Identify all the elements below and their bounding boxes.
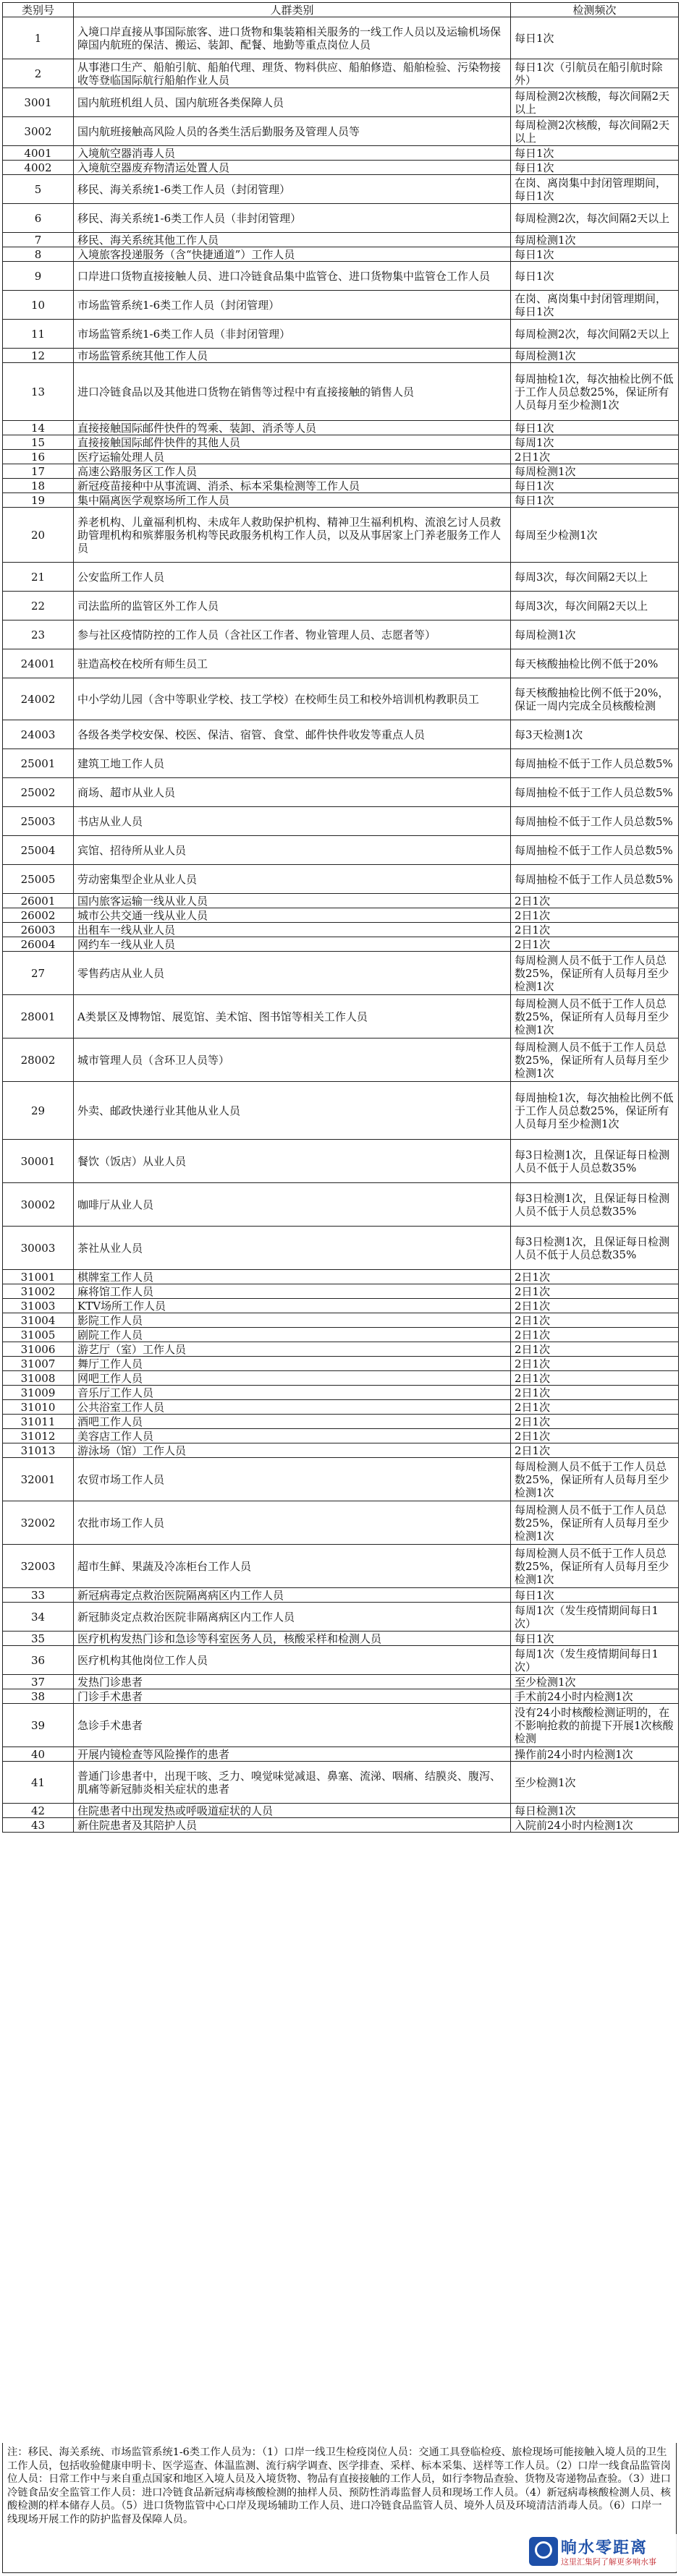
table-row bbox=[3, 1038, 679, 1082]
row-population-group: 市场监管系统1-6类工作人员（封闭管理） bbox=[74, 291, 511, 320]
row-population-group: 急诊手术患者 bbox=[74, 1704, 511, 1747]
header-test-frequency: 检测频次 bbox=[511, 3, 679, 17]
row-test-frequency: 每周检测2次，每次间隔2天以上 bbox=[511, 320, 679, 349]
row-category-code: 24001 bbox=[3, 649, 74, 678]
row-population-group: 国内航班接触高风险人员的各类生活后勤服务及管理人员等 bbox=[74, 117, 511, 146]
table-row bbox=[3, 508, 679, 563]
row-category-code: 6 bbox=[3, 204, 74, 233]
row-population-group: 养老机构、儿童福利机构、未成年人救助保护机构、精神卫生福利机构、流浪乞讨人员救助管理机构和殡葬服务机构等民政服务机构工作人员，以及从事居家上门养老服务工作人员 bbox=[74, 508, 511, 563]
row-population-group: 开展内镜检查等风险操作的患者 bbox=[74, 1747, 511, 1762]
row-test-frequency: 入院前24小时内检测1次 bbox=[511, 1818, 679, 1833]
table-row bbox=[3, 1357, 679, 1371]
table-row bbox=[3, 620, 679, 649]
row-category-code: 9 bbox=[3, 262, 74, 291]
detection-frequency-table bbox=[2, 2, 679, 1833]
row-population-group: 公共浴室工作人员 bbox=[74, 1400, 511, 1415]
row-population-group: 门诊手术患者 bbox=[74, 1689, 511, 1704]
row-test-frequency: 每周检测人员不低于工作人员总数25%，保证所有人员每月至少检测1次 bbox=[511, 1038, 679, 1082]
row-category-code: 4001 bbox=[3, 146, 74, 161]
row-population-group: 音乐厅工作人员 bbox=[74, 1386, 511, 1400]
row-test-frequency: 每周1次（发生疫情期间每日1次） bbox=[511, 1646, 679, 1675]
row-population-group: 发热门诊患者 bbox=[74, 1675, 511, 1689]
row-population-group: 茶社从业人员 bbox=[74, 1227, 511, 1270]
table-row bbox=[3, 161, 679, 175]
row-category-code: 28002 bbox=[3, 1038, 74, 1082]
table-row bbox=[3, 1183, 679, 1227]
row-test-frequency: 每周检测人员不低于工作人员总数25%，保证所有人员每月至少检测1次 bbox=[511, 1501, 679, 1545]
table-row bbox=[3, 749, 679, 778]
row-category-code: 25004 bbox=[3, 836, 74, 865]
row-test-frequency: 每日1次 bbox=[511, 1588, 679, 1603]
row-test-frequency: 每日1次 bbox=[511, 161, 679, 175]
row-population-group: 直接接触国际邮件快件的其他人员 bbox=[74, 435, 511, 450]
row-category-code: 29 bbox=[3, 1082, 74, 1140]
row-test-frequency: 每周检测1次 bbox=[511, 464, 679, 479]
table-row bbox=[3, 1762, 679, 1804]
row-test-frequency: 每3日检测1次，且保证每日检测人员不低于人员总数35% bbox=[511, 1227, 679, 1270]
table-row bbox=[3, 1140, 679, 1183]
row-category-code: 31008 bbox=[3, 1371, 74, 1386]
row-test-frequency: 每日1次 bbox=[511, 262, 679, 291]
table-row bbox=[3, 1299, 679, 1313]
row-population-group: 口岸进口货物直接接触人员、进口冷链食品集中监管仓、进口货物集中监管仓工作人员 bbox=[74, 262, 511, 291]
row-test-frequency: 每周1次 bbox=[511, 435, 679, 450]
watermark-tagline: 这里汇集阿了解更多响水事 bbox=[561, 2557, 656, 2567]
row-category-code: 3002 bbox=[3, 117, 74, 146]
table-row bbox=[3, 1818, 679, 1833]
table-row bbox=[3, 450, 679, 464]
row-category-code: 36 bbox=[3, 1646, 74, 1675]
row-test-frequency: 每周1次（发生疫情期间每日1次） bbox=[511, 1603, 679, 1632]
table-row bbox=[3, 247, 679, 262]
row-test-frequency: 每日1次 bbox=[511, 421, 679, 435]
row-test-frequency: 每周抽检不低于工作人员总数5% bbox=[511, 778, 679, 807]
row-population-group: 移民、海关系统其他工作人员 bbox=[74, 233, 511, 247]
row-test-frequency: 手术前24小时内检测1次 bbox=[511, 1689, 679, 1704]
row-population-group: 酒吧工作人员 bbox=[74, 1415, 511, 1429]
table-row bbox=[3, 421, 679, 435]
watermark-logo-icon bbox=[529, 2537, 558, 2566]
row-category-code: 2 bbox=[3, 59, 74, 88]
row-category-code: 24003 bbox=[3, 720, 74, 749]
row-population-group: 国内航班机组人员、国内航班各类保障人员 bbox=[74, 88, 511, 117]
table-row bbox=[3, 995, 679, 1038]
row-population-group: 商场、超市从业人员 bbox=[74, 778, 511, 807]
row-test-frequency: 每日1次 bbox=[511, 479, 679, 493]
row-test-frequency: 2日1次 bbox=[511, 450, 679, 464]
row-test-frequency: 2日1次 bbox=[511, 1299, 679, 1313]
row-population-group: 司法监所的监管区外工作人员 bbox=[74, 592, 511, 620]
row-test-frequency: 操作前24小时内检测1次 bbox=[511, 1747, 679, 1762]
table-row bbox=[3, 894, 679, 908]
table-row bbox=[3, 836, 679, 865]
row-test-frequency: 至少检测1次 bbox=[511, 1675, 679, 1689]
table-row bbox=[3, 1545, 679, 1588]
row-category-code: 26003 bbox=[3, 923, 74, 937]
row-category-code: 14 bbox=[3, 421, 74, 435]
row-population-group: 集中隔离医学观察场所工作人员 bbox=[74, 493, 511, 508]
row-population-group: 建筑工地工作人员 bbox=[74, 749, 511, 778]
row-test-frequency: 2日1次 bbox=[511, 1400, 679, 1415]
row-test-frequency: 每周3次，每次间隔2天以上 bbox=[511, 563, 679, 592]
row-category-code: 7 bbox=[3, 233, 74, 247]
row-population-group: 舞厅工作人员 bbox=[74, 1357, 511, 1371]
row-category-code: 26001 bbox=[3, 894, 74, 908]
row-test-frequency: 2日1次 bbox=[511, 1415, 679, 1429]
row-test-frequency: 每周检测1次 bbox=[511, 349, 679, 363]
row-category-code: 32003 bbox=[3, 1545, 74, 1588]
table-row bbox=[3, 1747, 679, 1762]
row-test-frequency: 每周3次，每次间隔2天以上 bbox=[511, 592, 679, 620]
table-row bbox=[3, 908, 679, 923]
row-test-frequency: 2日1次 bbox=[511, 923, 679, 937]
row-population-group: 农贸市场工作人员 bbox=[74, 1458, 511, 1501]
row-category-code: 33 bbox=[3, 1588, 74, 1603]
row-test-frequency: 每日1次 bbox=[511, 493, 679, 508]
row-population-group: 棋牌室工作人员 bbox=[74, 1270, 511, 1284]
row-population-group: 入境航空器废弃物清运处置人员 bbox=[74, 161, 511, 175]
row-category-code: 11 bbox=[3, 320, 74, 349]
row-test-frequency: 每周检测2次，每次间隔2天以上 bbox=[511, 204, 679, 233]
table-row bbox=[3, 1400, 679, 1415]
row-category-code: 31012 bbox=[3, 1429, 74, 1443]
row-population-group: 咖啡厅从业人员 bbox=[74, 1183, 511, 1227]
table-row bbox=[3, 1704, 679, 1747]
table-row bbox=[3, 320, 679, 349]
table-row bbox=[3, 204, 679, 233]
table-row bbox=[3, 937, 679, 952]
row-category-code: 26002 bbox=[3, 908, 74, 923]
row-category-code: 25005 bbox=[3, 865, 74, 894]
table-row bbox=[3, 291, 679, 320]
table-row bbox=[3, 1501, 679, 1545]
row-population-group: 高速公路服务区工作人员 bbox=[74, 464, 511, 479]
row-category-code: 43 bbox=[3, 1818, 74, 1833]
row-population-group: 书店从业人员 bbox=[74, 807, 511, 836]
row-test-frequency: 每3天检测1次 bbox=[511, 720, 679, 749]
table-row bbox=[3, 1646, 679, 1675]
row-population-group: 网吧工作人员 bbox=[74, 1371, 511, 1386]
row-population-group: A类景区及博物馆、展览馆、美术馆、图书馆等相关工作人员 bbox=[74, 995, 511, 1038]
row-population-group: 零售药店从业人员 bbox=[74, 952, 511, 995]
row-test-frequency: 至少检测1次 bbox=[511, 1762, 679, 1804]
table-row bbox=[3, 865, 679, 894]
table-row bbox=[3, 17, 679, 59]
row-category-code: 25003 bbox=[3, 807, 74, 836]
row-population-group: 移民、海关系统1-6类工作人员（非封闭管理） bbox=[74, 204, 511, 233]
row-category-code: 1 bbox=[3, 17, 74, 59]
row-category-code: 3001 bbox=[3, 88, 74, 117]
table-row bbox=[3, 952, 679, 995]
row-category-code: 10 bbox=[3, 291, 74, 320]
table-row bbox=[3, 1371, 679, 1386]
row-category-code: 19 bbox=[3, 493, 74, 508]
footnote-text: 注：移民、海关系统、市场监管系统1-6类工作人员为：（1）口岸一线卫生检疫岗位人员：交通工具登临检疫、旅检现场可能接触入境人员的卫生工作人员，包括收验健康申明卡、医学巡查、体温监测、流行病学调查、医学排查、采样、标本采集、送样等工作人员。（2）口岸一线食品监管岗位人员：日常工作中与来自重点国家和地区入境人员及入境货物、物品有直接接触的工作人员，如行李物品查验、货物及寄递物品查验。（3）进口冷链食品安全监管工作人员：进口冷链食品新冠病毒核酸检测的抽样人员、预防性消毒监督人员和现场工作人员。（4）新冠病毒核酸检测人员、核酸检测的样本储存人员。（5）进口货物监管中心口岸及现场辅助工作人员、进口冷链食品监管人员、境外人员及环境清洁消毒人员。（6）口岸一线现场开展工作的防护监督及保障人员。 bbox=[7, 2447, 671, 2525]
table-row bbox=[3, 1082, 679, 1140]
row-population-group: 驻造高校在校所有师生员工 bbox=[74, 649, 511, 678]
row-category-code: 28001 bbox=[3, 995, 74, 1038]
row-test-frequency: 每3日检测1次，且保证每日检测人员不低于人员总数35% bbox=[511, 1140, 679, 1183]
table-row bbox=[3, 435, 679, 450]
row-category-code: 39 bbox=[3, 1704, 74, 1747]
row-category-code: 5 bbox=[3, 175, 74, 204]
watermark-logo-text: 晌水零距离 bbox=[561, 2539, 648, 2557]
row-population-group: 国内旅客运输一线从业人员 bbox=[74, 894, 511, 908]
row-population-group: 进口冷链食品以及其他进口货物在销售等过程中有直接接触的销售人员 bbox=[74, 363, 511, 421]
row-test-frequency: 每日1次 bbox=[511, 247, 679, 262]
row-test-frequency: 2日1次 bbox=[511, 1357, 679, 1371]
row-category-code: 32001 bbox=[3, 1458, 74, 1501]
table-row bbox=[3, 1270, 679, 1284]
row-test-frequency: 2日1次 bbox=[511, 908, 679, 923]
row-category-code: 30001 bbox=[3, 1140, 74, 1183]
row-category-code: 31006 bbox=[3, 1342, 74, 1357]
row-category-code: 13 bbox=[3, 363, 74, 421]
row-category-code: 15 bbox=[3, 435, 74, 450]
row-test-frequency: 在岗、离岗集中封闭管理期间，每日1次 bbox=[511, 291, 679, 320]
row-category-code: 31007 bbox=[3, 1357, 74, 1371]
row-population-group: 从事港口生产、船舶引航、船舶代理、理货、物料供应、船舶修造、船舶检验、污染物接收等登临国际航行船舶作业人员 bbox=[74, 59, 511, 88]
row-category-code: 18 bbox=[3, 479, 74, 493]
row-category-code: 35 bbox=[3, 1632, 74, 1646]
row-category-code: 4002 bbox=[3, 161, 74, 175]
row-test-frequency: 每周抽检不低于工作人员总数5% bbox=[511, 807, 679, 836]
row-test-frequency: 每周检测人员不低于工作人员总数25%，保证所有人员每月至少检测1次 bbox=[511, 995, 679, 1038]
table-row bbox=[3, 1415, 679, 1429]
row-category-code: 41 bbox=[3, 1762, 74, 1804]
row-category-code: 25001 bbox=[3, 749, 74, 778]
table-row bbox=[3, 1313, 679, 1328]
row-category-code: 32002 bbox=[3, 1501, 74, 1545]
row-category-code: 38 bbox=[3, 1689, 74, 1704]
row-test-frequency: 2日1次 bbox=[511, 1429, 679, 1443]
table-row bbox=[3, 649, 679, 678]
table-row bbox=[3, 117, 679, 146]
row-category-code: 22 bbox=[3, 592, 74, 620]
row-category-code: 34 bbox=[3, 1603, 74, 1632]
table-row bbox=[3, 1689, 679, 1704]
table-row bbox=[3, 349, 679, 363]
row-category-code: 12 bbox=[3, 349, 74, 363]
row-category-code: 24002 bbox=[3, 678, 74, 720]
header-population-group: 人群类别 bbox=[74, 3, 511, 17]
row-population-group: 公安监所工作人员 bbox=[74, 563, 511, 592]
row-population-group: 餐饮（饭店）从业人员 bbox=[74, 1140, 511, 1183]
row-population-group: 医疗机构发热门诊和急诊等科室医务人员，核酸采样和检测人员 bbox=[74, 1632, 511, 1646]
row-test-frequency: 每周至少检测1次 bbox=[511, 508, 679, 563]
row-test-frequency: 没有24小时核酸检测证明的，在不影响抢救的前提下开展1次核酸检测 bbox=[511, 1704, 679, 1747]
row-category-code: 31010 bbox=[3, 1400, 74, 1415]
row-category-code: 16 bbox=[3, 450, 74, 464]
row-population-group: 各级各类学校安保、校医、保洁、宿管、食堂、邮件快件收发等重点人员 bbox=[74, 720, 511, 749]
row-test-frequency: 2日1次 bbox=[511, 1284, 679, 1299]
table-row bbox=[3, 1429, 679, 1443]
table-row bbox=[3, 1342, 679, 1357]
row-category-code: 31002 bbox=[3, 1284, 74, 1299]
row-population-group: 城市公共交通一线从业人员 bbox=[74, 908, 511, 923]
row-population-group: 剧院工作人员 bbox=[74, 1328, 511, 1342]
row-population-group: 移民、海关系统1-6类工作人员（封闭管理） bbox=[74, 175, 511, 204]
row-test-frequency: 每日1次（引航员在船引航时除外） bbox=[511, 59, 679, 88]
row-test-frequency: 每天核酸抽检比例不低于20% bbox=[511, 649, 679, 678]
header-category-code: 类别号 bbox=[3, 3, 74, 17]
row-category-code: 30002 bbox=[3, 1183, 74, 1227]
row-category-code: 21 bbox=[3, 563, 74, 592]
row-population-group: 外卖、邮政快递行业其他从业人员 bbox=[74, 1082, 511, 1140]
row-population-group: 住院患者中出现发热或呼吸道症状的人员 bbox=[74, 1804, 511, 1818]
row-category-code: 31013 bbox=[3, 1443, 74, 1458]
detection-table-sheet bbox=[2, 2, 678, 1833]
table-row bbox=[3, 807, 679, 836]
row-test-frequency: 每3日检测1次，且保证每日检测人员不低于人员总数35% bbox=[511, 1183, 679, 1227]
row-category-code: 26004 bbox=[3, 937, 74, 952]
row-category-code: 37 bbox=[3, 1675, 74, 1689]
row-population-group: 麻将馆工作人员 bbox=[74, 1284, 511, 1299]
row-category-code: 30003 bbox=[3, 1227, 74, 1270]
row-category-code: 42 bbox=[3, 1804, 74, 1818]
row-test-frequency: 在岗、离岗集中封闭管理期间，每日1次 bbox=[511, 175, 679, 204]
row-test-frequency: 每天核酸抽检比例不低于20%，保证一周内完成全员核酸检测 bbox=[511, 678, 679, 720]
row-population-group: 农批市场工作人员 bbox=[74, 1501, 511, 1545]
table-row bbox=[3, 778, 679, 807]
row-population-group: 参与社区疫情防控的工作人员（含社区工作者、物业管理人员、志愿者等） bbox=[74, 620, 511, 649]
row-population-group: 游泳场（馆）工作人员 bbox=[74, 1443, 511, 1458]
table-row bbox=[3, 493, 679, 508]
row-population-group: 网约车一线从业人员 bbox=[74, 937, 511, 952]
row-test-frequency: 每日1次 bbox=[511, 17, 679, 59]
row-test-frequency: 2日1次 bbox=[511, 1342, 679, 1357]
table-header-row bbox=[3, 3, 679, 17]
table-row bbox=[3, 464, 679, 479]
row-population-group: 中小学幼儿园（含中等职业学校、技工学校）在校师生员工和校外培训机构教职员工 bbox=[74, 678, 511, 720]
row-test-frequency: 每日检测1次 bbox=[511, 1804, 679, 1818]
row-population-group: 美容店工作人员 bbox=[74, 1429, 511, 1443]
row-category-code: 40 bbox=[3, 1747, 74, 1762]
table-row bbox=[3, 479, 679, 493]
row-category-code: 31004 bbox=[3, 1313, 74, 1328]
row-category-code: 20 bbox=[3, 508, 74, 563]
table-row bbox=[3, 1603, 679, 1632]
row-test-frequency: 2日1次 bbox=[511, 1443, 679, 1458]
row-test-frequency: 2日1次 bbox=[511, 894, 679, 908]
table-row bbox=[3, 563, 679, 592]
row-category-code: 31009 bbox=[3, 1386, 74, 1400]
row-population-group: KTV场所工作人员 bbox=[74, 1299, 511, 1313]
row-population-group: 市场监管系统其他工作人员 bbox=[74, 349, 511, 363]
table-row bbox=[3, 175, 679, 204]
table-row bbox=[3, 262, 679, 291]
row-population-group: 城市管理人员（含环卫人员等） bbox=[74, 1038, 511, 1082]
row-test-frequency: 每周检测1次 bbox=[511, 233, 679, 247]
table-row bbox=[3, 592, 679, 620]
row-test-frequency: 每周抽检1次，每次抽检比例不低于工作人员总数25%，保证所有人员每月至少检测1次 bbox=[511, 363, 679, 421]
row-category-code: 25002 bbox=[3, 778, 74, 807]
table-row bbox=[3, 1588, 679, 1603]
row-population-group: 新冠疫苗接种中从事流调、消杀、标本采集检测等工作人员 bbox=[74, 479, 511, 493]
row-test-frequency: 每周抽检不低于工作人员总数5% bbox=[511, 749, 679, 778]
row-population-group: 普通门诊患者中，出现干咳、乏力、嗅觉味觉减退、鼻塞、流涕、咽痛、结膜炎、腹泻、肌痛等新冠肺炎相关症状的患者 bbox=[74, 1762, 511, 1804]
row-population-group: 市场监管系统1-6类工作人员（非封闭管理） bbox=[74, 320, 511, 349]
table-row bbox=[3, 233, 679, 247]
row-category-code: 31005 bbox=[3, 1328, 74, 1342]
row-test-frequency: 2日1次 bbox=[511, 1270, 679, 1284]
row-population-group: 劳动密集型企业从业人员 bbox=[74, 865, 511, 894]
table-row bbox=[3, 146, 679, 161]
row-category-code: 27 bbox=[3, 952, 74, 995]
row-test-frequency: 每周检测2次核酸，每次间隔2天以上 bbox=[511, 88, 679, 117]
row-test-frequency: 2日1次 bbox=[511, 1313, 679, 1328]
table-row bbox=[3, 1675, 679, 1689]
table-row bbox=[3, 1328, 679, 1342]
row-category-code: 31001 bbox=[3, 1270, 74, 1284]
row-test-frequency: 2日1次 bbox=[511, 1386, 679, 1400]
row-category-code: 8 bbox=[3, 247, 74, 262]
row-test-frequency: 每周抽检不低于工作人员总数5% bbox=[511, 865, 679, 894]
row-population-group: 超市生鲜、果蔬及冷冻柜台工作人员 bbox=[74, 1545, 511, 1588]
row-test-frequency: 每日1次 bbox=[511, 146, 679, 161]
row-test-frequency: 2日1次 bbox=[511, 1328, 679, 1342]
row-test-frequency: 2日1次 bbox=[511, 937, 679, 952]
row-category-code: 17 bbox=[3, 464, 74, 479]
row-population-group: 医疗运输处理人员 bbox=[74, 450, 511, 464]
row-test-frequency: 每周检测人员不低于工作人员总数25%，保证所有人员每月至少检测1次 bbox=[511, 952, 679, 995]
row-population-group: 新冠病毒定点救治医院隔离病区内工作人员 bbox=[74, 1588, 511, 1603]
table-row bbox=[3, 363, 679, 421]
row-test-frequency: 2日1次 bbox=[511, 1371, 679, 1386]
row-population-group: 影院工作人员 bbox=[74, 1313, 511, 1328]
row-population-group: 宾馆、招待所从业人员 bbox=[74, 836, 511, 865]
row-population-group: 出租车一线从业人员 bbox=[74, 923, 511, 937]
row-test-frequency: 每周检测2次核酸，每次间隔2天以上 bbox=[511, 117, 679, 146]
row-population-group: 入境口岸直接从事国际旅客、进口货物和集装箱相关服务的一线工作人员以及运输机场保障国内航班的保洁、搬运、装卸、配餐、地勤等重点岗位人员 bbox=[74, 17, 511, 59]
row-test-frequency: 每周抽检1次，每次抽检比例不低于工作人员总数25%，保证所有人员每月至少检测1次 bbox=[511, 1082, 679, 1140]
row-test-frequency: 每周检测1次 bbox=[511, 620, 679, 649]
table-row bbox=[3, 1386, 679, 1400]
row-population-group: 入境旅客投递服务（含“快捷通道”）工作人员 bbox=[74, 247, 511, 262]
row-category-code: 31003 bbox=[3, 1299, 74, 1313]
row-population-group: 新冠肺炎定点救治医院非隔离病区内工作人员 bbox=[74, 1603, 511, 1632]
table-row bbox=[3, 1804, 679, 1818]
table-row bbox=[3, 88, 679, 117]
table-row bbox=[3, 1443, 679, 1458]
row-population-group: 医疗机构其他岗位工作人员 bbox=[74, 1646, 511, 1675]
row-test-frequency: 每周检测人员不低于工作人员总数25%，保证所有人员每月至少检测1次 bbox=[511, 1545, 679, 1588]
table-row bbox=[3, 923, 679, 937]
table-row bbox=[3, 1227, 679, 1270]
row-population-group: 直接接触国际邮件快件的驾乘、装卸、消杀等人员 bbox=[74, 421, 511, 435]
row-test-frequency: 每周检测人员不低于工作人员总数25%，保证所有人员每月至少检测1次 bbox=[511, 1458, 679, 1501]
watermark bbox=[526, 2534, 678, 2572]
table-row bbox=[3, 1458, 679, 1501]
table-row bbox=[3, 1632, 679, 1646]
row-category-code: 31011 bbox=[3, 1415, 74, 1429]
row-test-frequency: 每日1次 bbox=[511, 1632, 679, 1646]
table-row bbox=[3, 59, 679, 88]
table-row bbox=[3, 720, 679, 749]
table-row bbox=[3, 1284, 679, 1299]
row-category-code: 23 bbox=[3, 620, 74, 649]
row-population-group: 游艺厅（室）工作人员 bbox=[74, 1342, 511, 1357]
row-population-group: 新住院患者及其陪护人员 bbox=[74, 1818, 511, 1833]
table-row bbox=[3, 678, 679, 720]
row-population-group: 入境航空器消毒人员 bbox=[74, 146, 511, 161]
row-test-frequency: 每周抽检不低于工作人员总数5% bbox=[511, 836, 679, 865]
